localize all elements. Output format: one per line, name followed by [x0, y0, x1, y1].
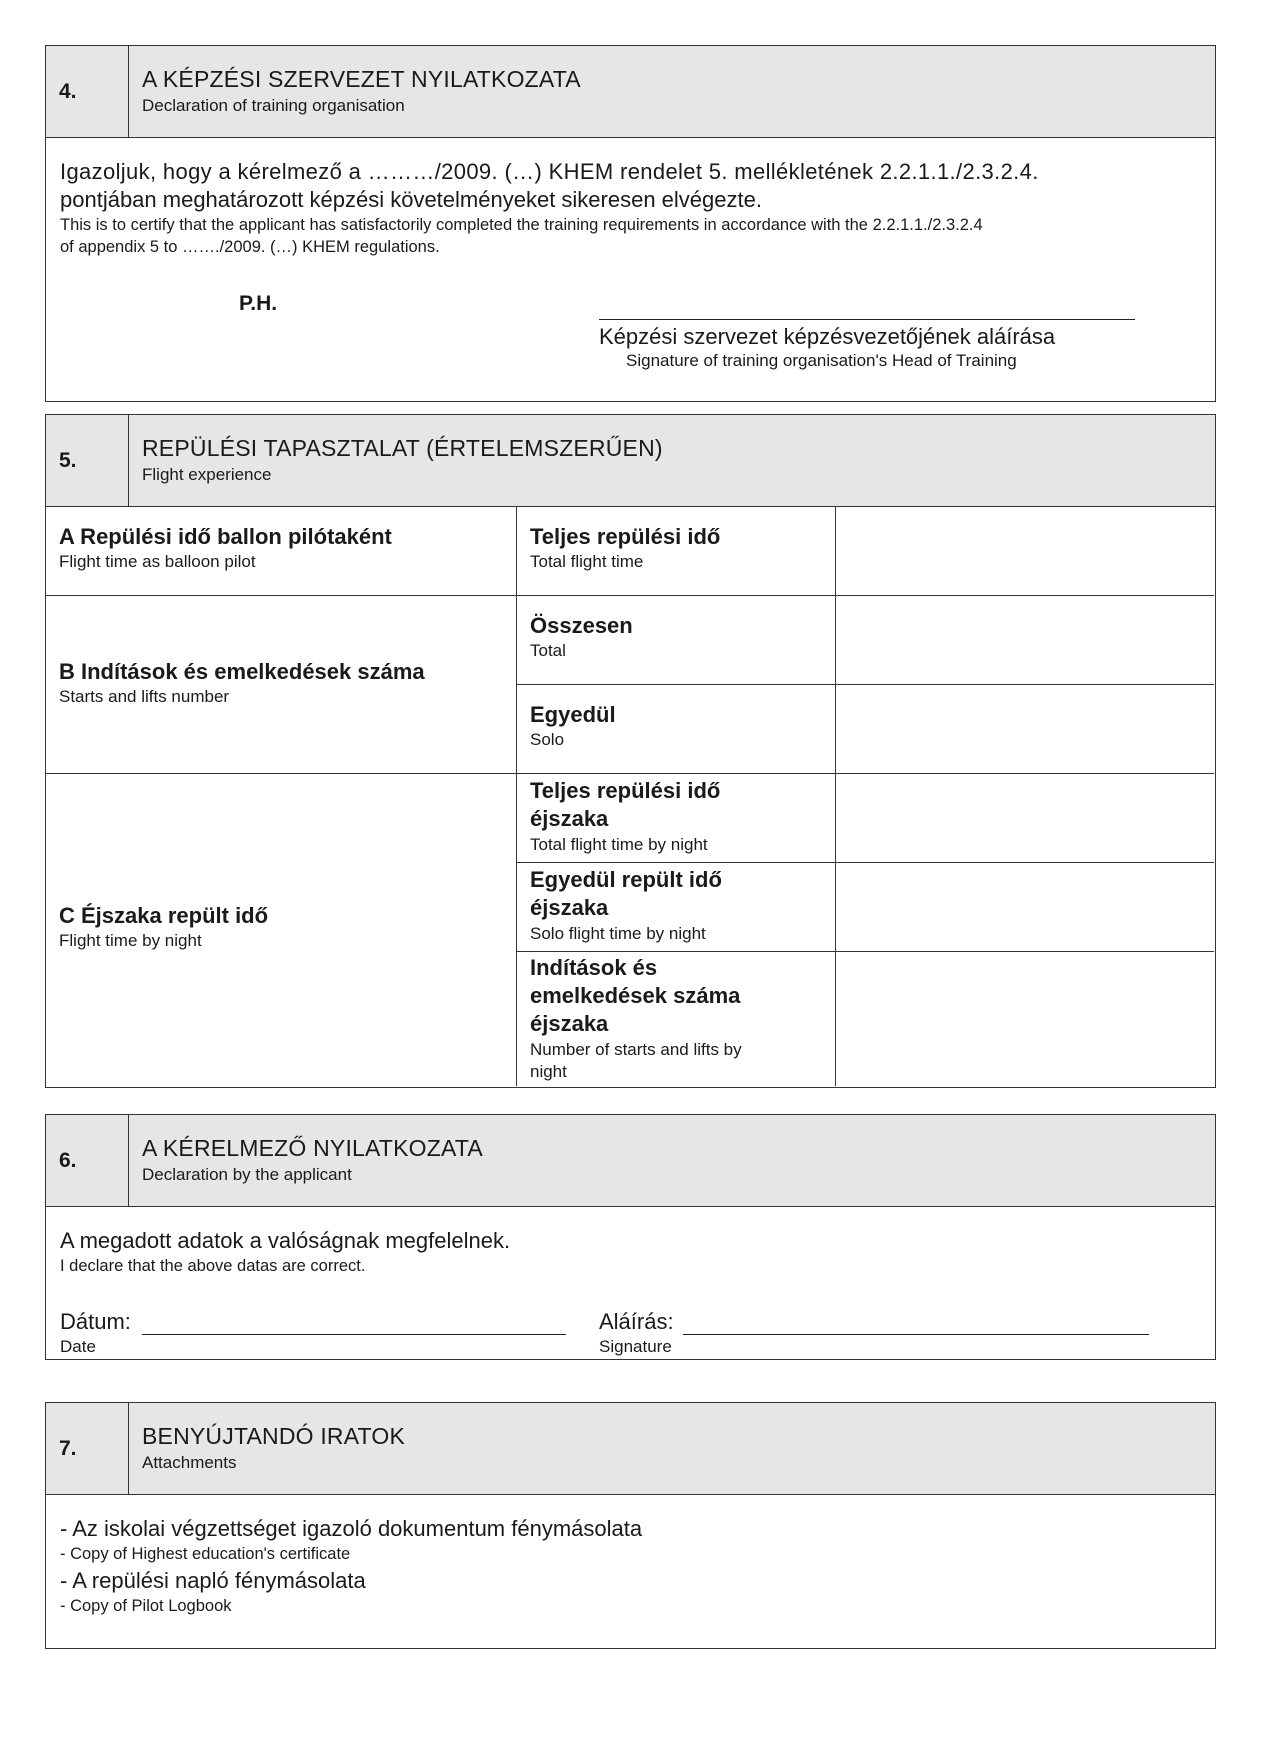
- section-7-header: [46, 1403, 1215, 1495]
- section-title: A KÉPZÉSI SZERVEZET NYILATKOZATA: [142, 66, 581, 92]
- night-total-time-title-1: Teljes repülési idő: [530, 778, 721, 803]
- total-flight-time-field[interactable]: [836, 507, 1214, 596]
- starts-total-label: [517, 596, 836, 685]
- night-starts-subtitle-1: Number of starts and lifts by: [530, 1040, 742, 1059]
- section-4-training-declaration: [45, 45, 1216, 402]
- certification-text-en-line1: This is to certify that the applicant has satisfactorily completed the training requirements in accordance with the 2.2.1.1./2.3.2.4: [60, 216, 983, 234]
- attachment-2-hu: - A repülési napló fénymásolata: [60, 1568, 366, 1593]
- section-6-header: [46, 1115, 1215, 1207]
- total-flight-time-label: [517, 507, 836, 596]
- date-field-line[interactable]: [142, 1334, 566, 1335]
- row-c-title: C Éjszaka repült idő: [59, 903, 269, 928]
- certification-text-hu-line1: Igazoljuk, hogy a kérelmező a ………/2009. (…) KHEM rendelet 5. mellékletének 2.2.1.1./2.3.2.4.: [60, 159, 1039, 184]
- signature-label-hu: Aláírás:: [599, 1309, 674, 1334]
- night-solo-time-title-2: éjszaka: [530, 895, 609, 920]
- row-a-subtitle: Flight time as balloon pilot: [59, 552, 256, 571]
- night-starts-label: [517, 952, 836, 1086]
- night-total-time-title-2: éjszaka: [530, 806, 609, 831]
- row-a-label: [46, 507, 517, 596]
- section-subtitle: Flight experience: [142, 465, 272, 484]
- row-b-title: B Indítások és emelkedések száma: [59, 659, 425, 684]
- row-b-subtitle: Starts and lifts number: [59, 687, 230, 706]
- head-of-training-signature-line[interactable]: [599, 319, 1135, 320]
- attachment-1-en: - Copy of Highest education's certificate: [60, 1545, 351, 1563]
- section-number: 6.: [46, 1115, 129, 1206]
- total-flight-time-title: Teljes repülési idő: [530, 524, 721, 549]
- starts-solo-label: [517, 685, 836, 774]
- night-starts-subtitle-2: night: [530, 1062, 567, 1081]
- night-total-time-field[interactable]: [836, 774, 1214, 863]
- section-subtitle: Declaration of training organisation: [142, 96, 405, 115]
- night-total-time-label: [517, 774, 836, 863]
- signature-label-en: Signature of training organisation's Head of Training: [626, 351, 1017, 370]
- night-solo-time-title-1: Egyedül repült idő: [530, 867, 722, 892]
- row-c-label: [46, 774, 517, 1086]
- total-flight-time-subtitle: Total flight time: [530, 552, 644, 571]
- section-number: 4.: [46, 46, 129, 137]
- starts-solo-title: Egyedül: [530, 702, 616, 727]
- section-title: A KÉRELMEZŐ NYILATKOZATA: [142, 1135, 483, 1161]
- certification-text-en-line2: of appendix 5 to ……./2009. (…) KHEM regulations.: [60, 238, 440, 256]
- section-6-applicant-declaration: [45, 1114, 1216, 1360]
- row-a-title: A Repülési idő ballon pilótaként: [59, 524, 392, 549]
- row-b-label: [46, 596, 517, 774]
- section-number: 5.: [46, 415, 129, 506]
- night-starts-title-2: emelkedések száma: [530, 983, 741, 1008]
- signature-label-en: Signature: [599, 1337, 672, 1356]
- night-solo-time-label: [517, 863, 836, 952]
- attachment-1-hu: - Az iskolai végzettséget igazoló dokumentum fénymásolata: [60, 1516, 643, 1541]
- signature-field-line[interactable]: [683, 1334, 1149, 1335]
- starts-total-field[interactable]: [836, 596, 1214, 685]
- night-total-time-subtitle: Total flight time by night: [530, 835, 708, 854]
- section-5-flight-experience: [45, 414, 1216, 1088]
- starts-solo-field[interactable]: [836, 685, 1214, 774]
- stamp-placeholder: P.H.: [239, 292, 278, 315]
- night-starts-field[interactable]: [836, 952, 1214, 1086]
- section-5-header: [46, 415, 1215, 507]
- declaration-text-hu: A megadott adatok a valóságnak megfelelnek.: [60, 1228, 511, 1253]
- section-subtitle: Declaration by the applicant: [142, 1165, 352, 1184]
- night-solo-time-subtitle: Solo flight time by night: [530, 924, 706, 943]
- declaration-text-en: I declare that the above datas are correct.: [60, 1257, 366, 1275]
- date-label-hu: Dátum:: [60, 1309, 131, 1334]
- date-label-en: Date: [60, 1337, 96, 1356]
- night-solo-time-field[interactable]: [836, 863, 1214, 952]
- starts-total-title: Összesen: [530, 613, 633, 638]
- section-subtitle: Attachments: [142, 1453, 237, 1472]
- certification-text-hu-line2: pontjában meghatározott képzési követelményeket sikeresen elvégezte.: [60, 187, 762, 212]
- section-title: BENYÚJTANDÓ IRATOK: [142, 1423, 406, 1449]
- starts-total-subtitle: Total: [530, 641, 566, 660]
- night-starts-title-3: éjszaka: [530, 1011, 609, 1036]
- section-7-attachments: [45, 1402, 1216, 1649]
- row-c-subtitle: Flight time by night: [59, 931, 202, 950]
- night-starts-title-1: Indítások és: [530, 955, 658, 980]
- section-title: REPÜLÉSI TAPASZTALAT (ÉRTELEMSZERŰEN): [142, 435, 663, 461]
- signature-label-hu: Képzési szervezet képzésvezetőjének aláírása: [599, 324, 1056, 349]
- section-number: 7.: [46, 1403, 129, 1494]
- attachment-2-en: - Copy of Pilot Logbook: [60, 1597, 232, 1615]
- starts-solo-subtitle: Solo: [530, 730, 565, 749]
- section-4-header: [46, 46, 1215, 138]
